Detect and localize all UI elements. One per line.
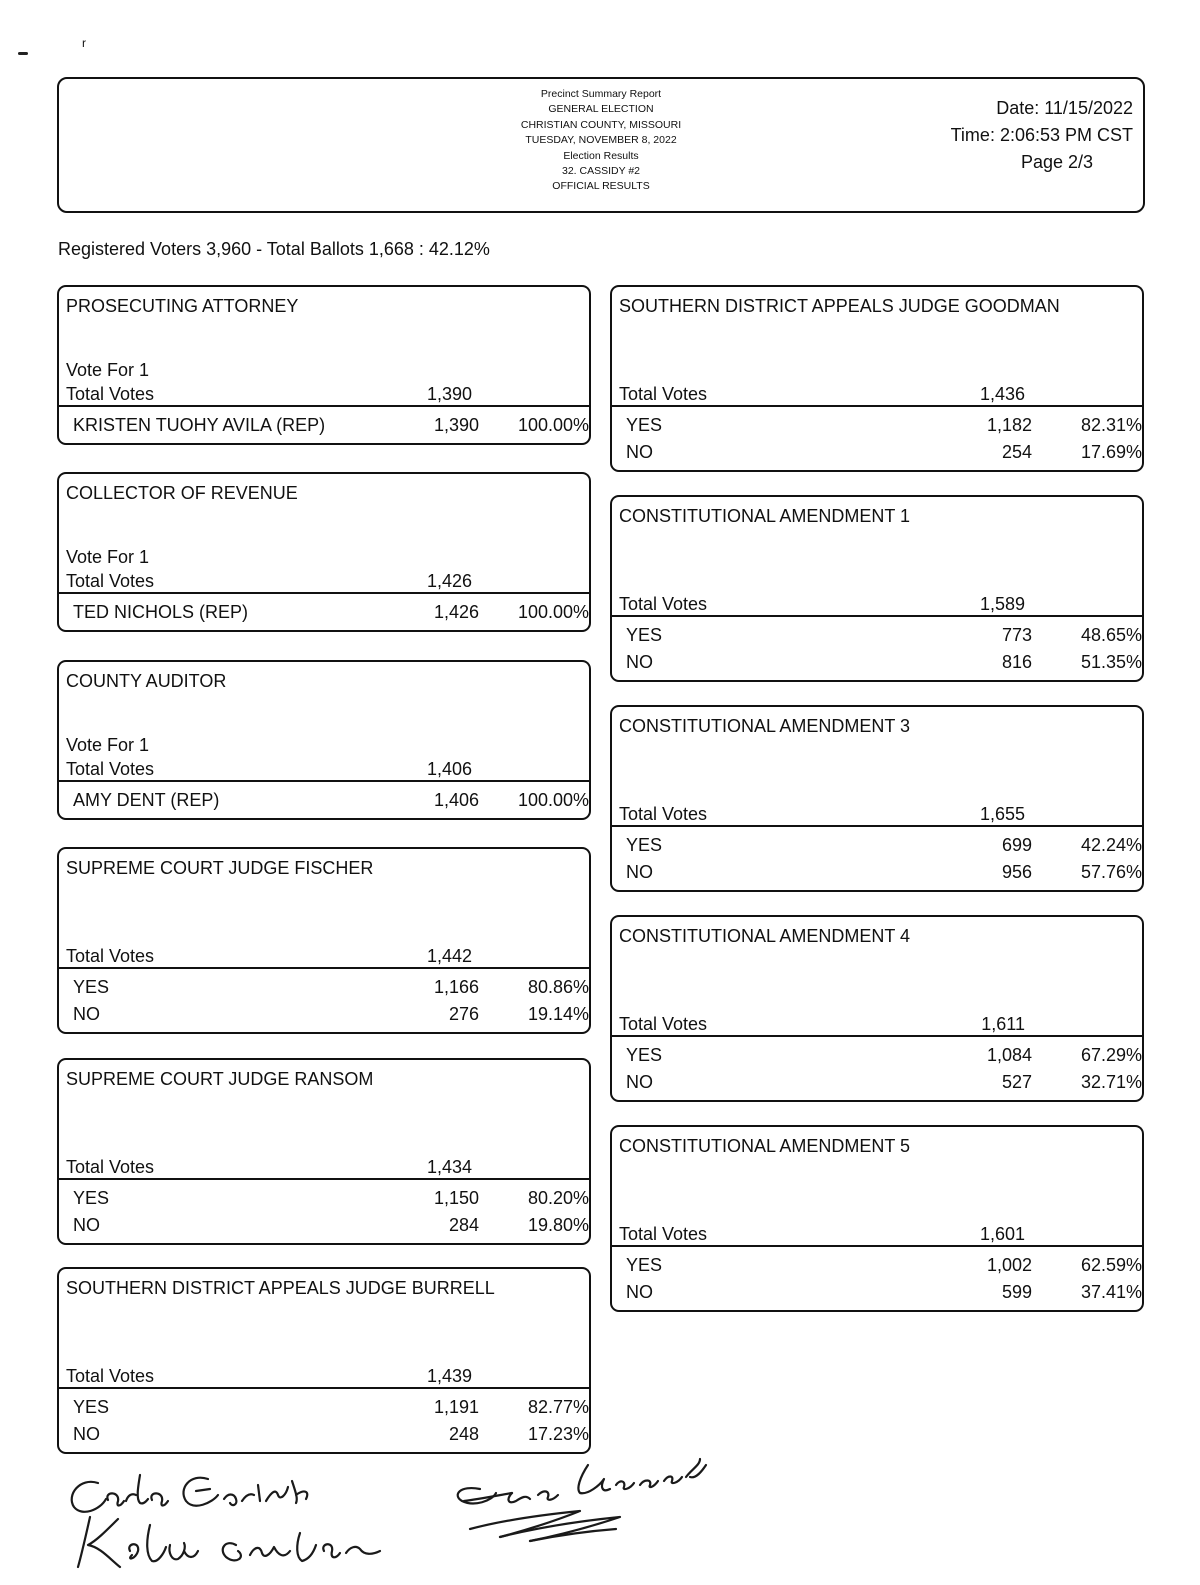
total-votes-label: Total Votes <box>619 1014 708 1034</box>
candidate-name: NO <box>73 1004 100 1024</box>
total-votes-value: 1,436 <box>979 384 1025 404</box>
vote-count: 527 <box>1001 1072 1032 1092</box>
contest-results <box>610 615 1144 682</box>
vote-percent: 37.41% <box>1080 1282 1142 1302</box>
total-votes-label: Total Votes <box>66 759 155 779</box>
candidate-name: NO <box>626 1072 653 1092</box>
vote-count: 276 <box>448 1004 479 1024</box>
candidate-name: YES <box>73 1397 110 1417</box>
signatures <box>60 1455 740 1580</box>
total-votes-value: 1,442 <box>426 946 472 966</box>
candidate-name: YES <box>73 1188 110 1208</box>
contest-box <box>57 660 591 820</box>
contest-results <box>610 1245 1144 1312</box>
candidate-name: YES <box>626 1255 663 1275</box>
contest-title: SOUTHERN DISTRICT APPEALS JUDGE GOODMAN <box>619 296 1060 316</box>
total-votes-label: Total Votes <box>66 384 155 404</box>
contest-title: SUPREME COURT JUDGE FISCHER <box>66 858 374 878</box>
vote-percent: 19.14% <box>527 1004 589 1024</box>
total-votes-value: 1,434 <box>426 1157 472 1177</box>
report-date: Date: 11/15/2022 <box>996 98 1133 118</box>
vote-percent: 17.69% <box>1080 442 1142 462</box>
total-votes-label: Total Votes <box>66 1157 155 1177</box>
total-votes-row <box>619 803 1142 825</box>
contest-title: SOUTHERN DISTRICT APPEALS JUDGE BURRELL <box>66 1278 495 1298</box>
contest-box <box>57 472 591 632</box>
vote-count: 284 <box>448 1215 479 1235</box>
vote-count: 599 <box>1001 1282 1032 1302</box>
contest-header <box>610 1125 1144 1245</box>
total-votes-row <box>66 945 589 967</box>
vote-count: 1,166 <box>433 977 479 997</box>
election-date: TUESDAY, NOVEMBER 8, 2022 <box>525 134 677 147</box>
stray-dash <box>18 52 28 55</box>
vote-count: 699 <box>1001 835 1032 855</box>
candidate-name: YES <box>626 415 663 435</box>
total-votes-row <box>66 570 589 592</box>
result-row <box>73 1185 589 1212</box>
vote-percent: 82.31% <box>1080 415 1142 435</box>
result-row <box>73 1212 589 1239</box>
vote-percent: 100.00% <box>517 602 589 622</box>
contest-results <box>57 967 591 1034</box>
candidate-name: YES <box>626 1045 663 1065</box>
handwritten-signatures <box>60 1455 740 1580</box>
contest-box <box>57 1058 591 1245</box>
result-row <box>73 599 589 626</box>
contest-results <box>57 1178 591 1245</box>
contest-header <box>57 285 591 405</box>
contest-title: COLLECTOR OF REVENUE <box>66 483 298 503</box>
contest-results <box>610 1035 1144 1102</box>
result-row <box>626 1279 1142 1306</box>
candidate-name: NO <box>626 862 653 882</box>
result-row <box>626 1252 1142 1279</box>
result-row <box>73 1001 589 1028</box>
total-votes-row <box>66 1156 589 1178</box>
total-votes-row <box>619 1223 1142 1245</box>
contest-box <box>57 847 591 1034</box>
vote-count: 816 <box>1001 652 1032 672</box>
total-votes-label: Total Votes <box>66 946 155 966</box>
contest-title: COUNTY AUDITOR <box>66 671 227 691</box>
report-title: Precinct Summary Report <box>540 88 662 100</box>
result-row <box>626 1042 1142 1069</box>
result-row <box>626 1069 1142 1096</box>
contest-box <box>610 1125 1144 1312</box>
election-name: GENERAL ELECTION <box>548 103 654 116</box>
total-votes-value: 1,426 <box>426 571 472 591</box>
contest-header <box>610 915 1144 1035</box>
vote-for-label: Vote For 1 <box>66 360 150 380</box>
contest-results <box>57 405 591 445</box>
candidate-name: AMY DENT (REP) <box>73 790 220 810</box>
result-row <box>73 412 589 439</box>
contest-box <box>610 495 1144 682</box>
vote-percent: 80.86% <box>527 977 589 997</box>
vote-percent: 48.65% <box>1080 625 1142 645</box>
contest-title: CONSTITUTIONAL AMENDMENT 4 <box>619 926 911 946</box>
vote-for-label: Vote For 1 <box>66 735 150 755</box>
contest-header <box>57 660 591 780</box>
contest-header <box>610 285 1144 405</box>
candidate-name: YES <box>73 977 110 997</box>
result-row <box>73 1394 589 1421</box>
contest-title: CONSTITUTIONAL AMENDMENT 1 <box>619 506 911 526</box>
official-label: OFFICIAL RESULTS <box>552 180 650 193</box>
county-name: CHRISTIAN COUNTY, MISSOURI <box>520 118 682 131</box>
registration-summary: Registered Voters 3,960 - Total Ballots 1,668 : 42.12% <box>58 239 490 259</box>
vote-percent: 17.23% <box>527 1424 589 1444</box>
vote-percent: 82.77% <box>527 1397 589 1417</box>
total-votes-label: Total Votes <box>66 571 155 591</box>
result-row <box>626 649 1142 676</box>
vote-percent: 80.20% <box>527 1188 589 1208</box>
vote-percent: 32.71% <box>1080 1072 1142 1092</box>
contest-results <box>610 825 1144 892</box>
vote-count: 254 <box>1001 442 1032 462</box>
report-time: Time: 2:06:53 PM CST <box>950 125 1133 145</box>
contest-header <box>57 847 591 967</box>
contest-header <box>57 1267 591 1387</box>
contest-title: CONSTITUTIONAL AMENDMENT 3 <box>619 716 911 736</box>
total-votes-value: 1,439 <box>426 1366 472 1386</box>
total-votes-label: Total Votes <box>66 1366 155 1386</box>
result-row <box>73 1421 589 1448</box>
vote-for-label: Vote For 1 <box>66 547 150 567</box>
total-votes-value: 1,589 <box>979 594 1025 614</box>
candidate-name: YES <box>626 835 663 855</box>
result-row <box>626 859 1142 886</box>
vote-percent: 62.59% <box>1080 1255 1142 1275</box>
result-row <box>626 439 1142 466</box>
contest-header <box>57 1058 591 1178</box>
total-votes-label: Total Votes <box>619 1224 708 1244</box>
total-votes-value: 1,611 <box>981 1014 1025 1034</box>
result-row <box>626 622 1142 649</box>
vote-count: 956 <box>1001 862 1032 882</box>
candidate-name: NO <box>73 1215 100 1235</box>
contest-header <box>57 472 591 592</box>
total-votes-value: 1,406 <box>426 759 472 779</box>
report-meta <box>951 95 1133 176</box>
vote-count: 773 <box>1001 625 1032 645</box>
total-votes-row <box>66 383 589 405</box>
vote-percent: 57.76% <box>1080 862 1142 882</box>
contest-results <box>57 592 591 632</box>
precinct-name: 32. CASSIDY #2 <box>561 165 641 178</box>
total-votes-row <box>66 1365 589 1387</box>
contest-box <box>610 915 1144 1102</box>
total-votes-row <box>619 383 1142 405</box>
total-votes-row <box>66 758 589 780</box>
contest-results <box>610 405 1144 472</box>
contest-results <box>57 1387 591 1454</box>
stray-mark: r <box>82 36 86 50</box>
vote-count: 1,191 <box>433 1397 479 1417</box>
vote-count: 1,406 <box>433 790 479 810</box>
contest-box <box>610 705 1144 892</box>
total-votes-value: 1,390 <box>426 384 472 404</box>
candidate-name: YES <box>626 625 663 645</box>
vote-percent: 19.80% <box>527 1215 589 1235</box>
contest-box <box>57 1267 591 1454</box>
total-votes-row <box>619 593 1142 615</box>
result-row <box>73 974 589 1001</box>
contest-title: CONSTITUTIONAL AMENDMENT 5 <box>619 1136 911 1156</box>
vote-percent: 51.35% <box>1080 652 1142 672</box>
vote-count: 1,084 <box>986 1045 1032 1065</box>
total-votes-value: 1,601 <box>979 1224 1025 1244</box>
vote-percent: 100.00% <box>517 415 589 435</box>
contest-results <box>57 780 591 820</box>
total-votes-label: Total Votes <box>619 804 708 824</box>
vote-count: 248 <box>448 1424 479 1444</box>
vote-count: 1,182 <box>986 415 1032 435</box>
contest-header <box>610 495 1144 615</box>
contest-title: PROSECUTING ATTORNEY <box>66 296 299 316</box>
candidate-name: NO <box>626 442 653 462</box>
total-votes-label: Total Votes <box>619 384 708 404</box>
vote-count: 1,150 <box>433 1188 479 1208</box>
total-votes-value: 1,655 <box>979 804 1025 824</box>
result-row <box>626 412 1142 439</box>
vote-percent: 100.00% <box>517 790 589 810</box>
candidate-name: KRISTEN TUOHY AVILA (REP) <box>73 415 326 435</box>
contest-title: SUPREME COURT JUDGE RANSOM <box>66 1069 374 1089</box>
candidate-name: NO <box>626 1282 653 1302</box>
candidate-name: NO <box>73 1424 100 1444</box>
candidate-name: TED NICHOLS (REP) <box>73 602 249 622</box>
contest-box <box>57 285 591 445</box>
candidate-name: NO <box>626 652 653 672</box>
results-label: Election Results <box>563 149 639 162</box>
vote-count: 1,426 <box>433 602 479 622</box>
result-row <box>73 787 589 814</box>
result-row <box>626 832 1142 859</box>
contest-header <box>610 705 1144 825</box>
total-votes-label: Total Votes <box>619 594 708 614</box>
vote-count: 1,390 <box>433 415 479 435</box>
page-number: Page 2/3 <box>1020 152 1093 172</box>
vote-percent: 42.24% <box>1080 835 1142 855</box>
total-votes-row <box>619 1013 1142 1035</box>
contest-box <box>610 285 1144 472</box>
report-header <box>57 77 1145 213</box>
vote-percent: 67.29% <box>1080 1045 1142 1065</box>
vote-count: 1,002 <box>986 1255 1032 1275</box>
